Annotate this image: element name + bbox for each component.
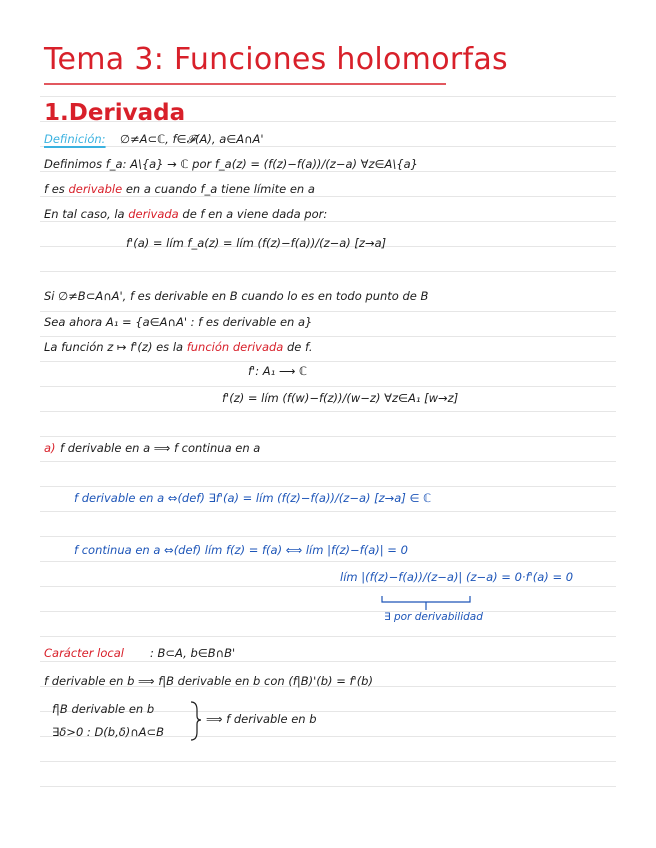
text-fragment: f es [44,182,65,196]
text-fragment: La función z ↦ f'(z) es la [44,340,184,354]
local-line-1: f derivable en b ⟹ f|B derivable en b con (f|B)'(b) = f'(b) [44,674,373,688]
text-fragment: en a cuando f_a tiene límite en a [125,182,315,196]
section-heading-derivada: 1.Derivada [44,100,186,126]
formula-derivative: f'(a) = lím f_a(z) = lím (f(z)−f(a))/(z−a) [z→a] [126,236,387,250]
formula-derivative-map: f': A₁ ⟶ ℂ [248,364,308,378]
text-fragment: En tal caso, la [44,207,125,221]
page-title: Tema 3: Funciones holomorfas [44,42,508,77]
definition-line-1: Definimos f_a: A\{a} → ℂ por f_a(z) = (f(z)−f(a))/(z−a) ∀z∈A\{a} [44,157,418,171]
proof-line-1: f derivable en a ⇔(def) ∃f'(a) = lím (f(z)−f(a))/(z−a) [z→a] ∈ ℂ [74,491,432,505]
local-condition: : B⊂A, b∈B∩B' [150,646,236,660]
proof-note: ∃ por derivabilidad [384,611,483,623]
definition-line-4: Si ∅≠B⊂A∩A', f es derivable en B cuando lo es en todo punto de B [44,289,429,303]
proof-line-2: f continua en a ⇔(def) lím f(z) = f(a) ⟺ lím |f(z)−f(a)| = 0 [74,543,408,557]
proof-line-3: lím |(f(z)−f(a))/(z−a)| (z−a) = 0·f'(a) = 0 [340,570,574,584]
local-conclusion: ⟹ f derivable en b [206,712,317,726]
theorem-statement: f derivable en a ⟹ f continua en a [60,441,261,455]
definition-label: Definición: [44,132,106,146]
highlight-derivable: derivable [68,182,123,196]
local-line-2: f|B derivable en b [52,702,155,716]
formula-derivative-function: f'(z) = lím (f(w)−f(z))/(w−z) ∀z∈A₁ [w→z] [222,391,459,405]
local-line-3: ∃δ>0 : D(b,δ)∩A⊂B [52,725,165,739]
section-heading-caracter-local: Carácter local [44,646,124,660]
text-fragment: de f en a viene dada por: [182,207,328,221]
text-fragment: de f. [287,340,313,354]
highlight-funcion-derivada: función derivada [186,340,284,354]
definition-text: ∅≠A⊂ℂ, f∈𝓕(A), a∈A∩A' [120,132,264,146]
theorem-label: a) [44,441,56,455]
highlight-derivada: derivada [128,207,179,221]
definition-line-5: Sea ahora A₁ = {a∈A∩A' : f es derivable en a} [44,315,313,329]
